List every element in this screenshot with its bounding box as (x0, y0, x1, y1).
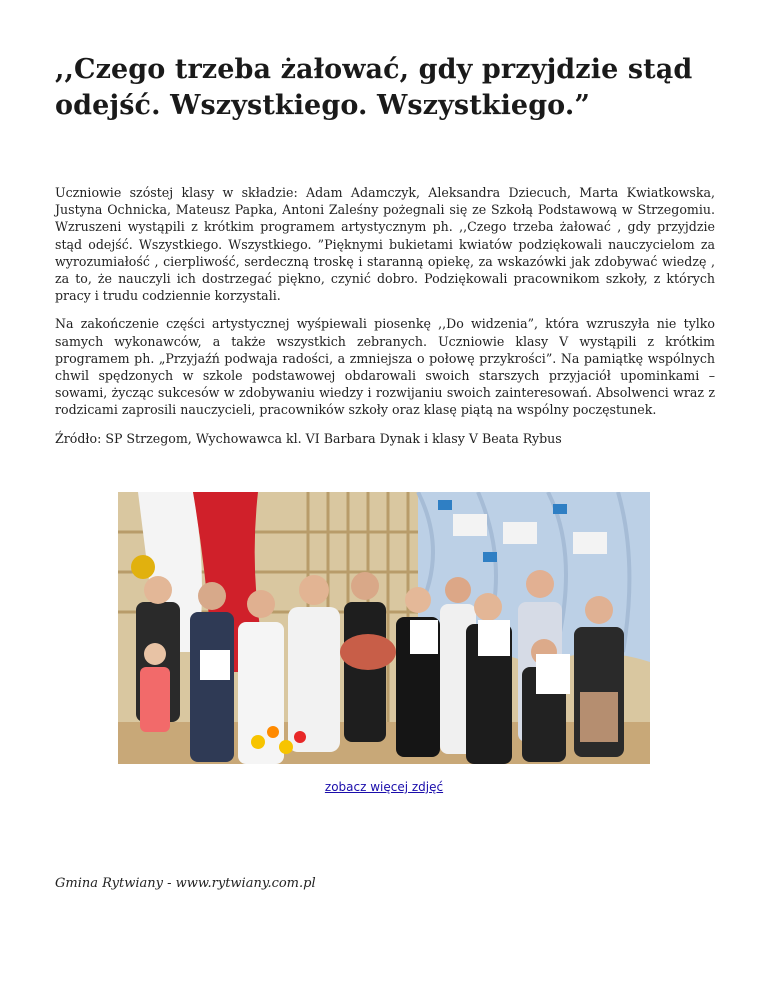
source-note: Źródło: SP Strzegom, Wychowawca kl. VI Barbara Dynak i klasy V Beata Rybus (55, 430, 562, 446)
article (55, 52, 715, 458)
photo-illustration (118, 492, 650, 764)
group-photo-image[interactable] (118, 492, 650, 764)
more-photos-link[interactable]: zobacz więcej zdjęć (324, 780, 444, 794)
paragraph-2: Na zakończenie części artystycznej wyśpiewali piosenkę ,,Do widzenia”, która wzruszyła nie tylko samych wykonawców, a także wszystkich zebranych. Uczniowie klasy V wystąpili z krótkim programem ph. „Przyjaźń podwaja radości, a zmniejsza o połowę przykrości”. Na pamiątkę wspólnych chwil spędzonych w szkole podstawowej obdarowali swoich starszych przyjaciół upominkami – sowami, życząc sukcesów w zdobywaniu wiedzy i rozwijaniu swoich zainteresowań. Absolwenci wraz z rodzicami zaprosili nauczycieli, pracowników szkoły oraz klasę piątą na wspólny poczęstunek. (55, 316, 715, 418)
more-photos-container (0, 780, 768, 794)
article-title: ,,Czego trzeba żałować, gdy przyjdzie stąd odejść. Wszystkiego. Wszystkiego.” (55, 54, 693, 121)
footer-text: Gmina Rytwiany - www.rytwiany.com.pl (55, 876, 316, 891)
article-body (55, 184, 715, 447)
paragraph-1: Uczniowie szóstej klasy w składzie: Adam Adamczyk, Aleksandra Dziecuch, Marta Kwiatkowska, Justyna Ochnicka, Mateusz Papka, Antoni Zaleśny pożegnali się ze Szkołą Podstawową w Strzegomiu. Wzruszeni wystąpili z krótkim programem artystycznym ph. ,,Czego trzeba żałować , gdy przyjdzie stąd odejść. Wszystkiego. Wszystkiego. ”Pięknymi bukietami kwiatów podziękowali nauczycielom za wyrozumiałość , cierpliwość, serdeczną troskę i staranną opiekę, za wskazówki jak zdobywać wiedzę , za to, że nauczyli ich dostrzegać piękno, czynić dobro. Podziękowali pracownikom szkoły, z których pracy i trudu codziennie korzystali. (55, 185, 715, 304)
